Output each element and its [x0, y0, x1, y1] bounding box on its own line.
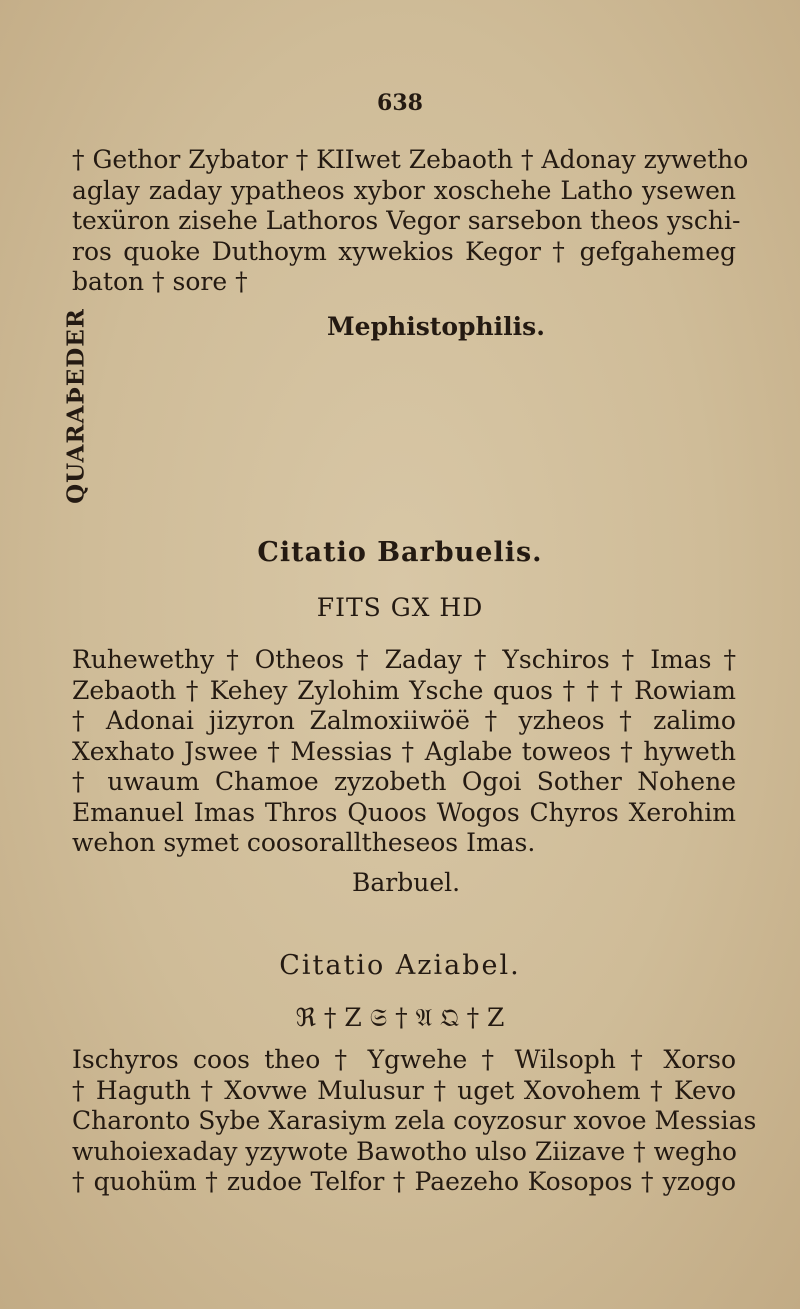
sidebar-label: QUARAÞEDER: [62, 308, 90, 504]
page-number: 638: [377, 90, 423, 116]
text-line: wehon symet coosoralltheseos Imas.: [72, 828, 536, 857]
sidebar-vertical-text: [58, 308, 94, 504]
text-line: † Gethor Zybator † KIIwet Zebaoth † Adonay zywetho: [72, 145, 749, 174]
text-line: † Haguth † Xovwe Mulusur † uget Xovohem † Kevo: [72, 1075, 736, 1105]
text-line: Charonto Sybe Xarasiym zela coyzosur xovoe Messias: [72, 1106, 757, 1135]
signature-mephistophilis: Mephistophilis.: [327, 312, 545, 341]
text-line: Zebaoth † Kehey Zylohim Ysche quos † † † Rowiam: [72, 675, 736, 705]
text-line: Xexhato Jswee † Messias † Aglabe toweos † hyweth: [72, 736, 736, 766]
text-line: texüron zisehe Lathoros Vegor sarsebon theos yschi-: [72, 206, 741, 235]
seal-line-aziabel: ℜ † Z 𝔖 † 𝔄 𝔔 † Z: [295, 1003, 505, 1032]
text-line: Ischyros coos theo † Ygwehe † Wilsoph † Xorso: [72, 1045, 736, 1074]
text-line: † quohüm † zudoe Telfor † Paezeho Kosopos † yzogo: [72, 1167, 736, 1196]
seal-line-barbuelis: FITS GX HD: [316, 593, 484, 622]
first-block-text: [72, 145, 749, 298]
text-line: † uwaum Chamoe zyzobeth Ogoi Sother Nohene: [72, 767, 736, 796]
text-line: wuhoiexaday yzywote Bawotho ulso Ziizave † wegho: [72, 1136, 737, 1166]
heading-citatio-barbuelis: Citatio Barbuelis.: [257, 537, 543, 568]
text-line: baton † sore †: [72, 267, 248, 296]
signature-barbuel: Barbuel.: [352, 868, 461, 897]
heading-citatio-aziabel: Citatio Aziabel.: [279, 950, 521, 981]
aziabel-text: [72, 1045, 757, 1198]
text-line: ros quoke Duthoym xywekios Kegor † gefgahemeg: [72, 236, 736, 266]
barbuelis-text: [72, 645, 736, 859]
text-line: Ruhewethy † Otheos † Zaday † Yschiros † Imas †: [72, 645, 736, 674]
text-line: Emanuel Imas Thros Quoos Wogos Chyros Xerohim: [72, 797, 736, 827]
text-line: † Adonai jizyron Zalmoxiiwöë † yzheos † zalimo: [72, 706, 736, 735]
text-line: aglay zaday ypatheos xybor xoschehe Latho ysewen: [72, 175, 736, 205]
